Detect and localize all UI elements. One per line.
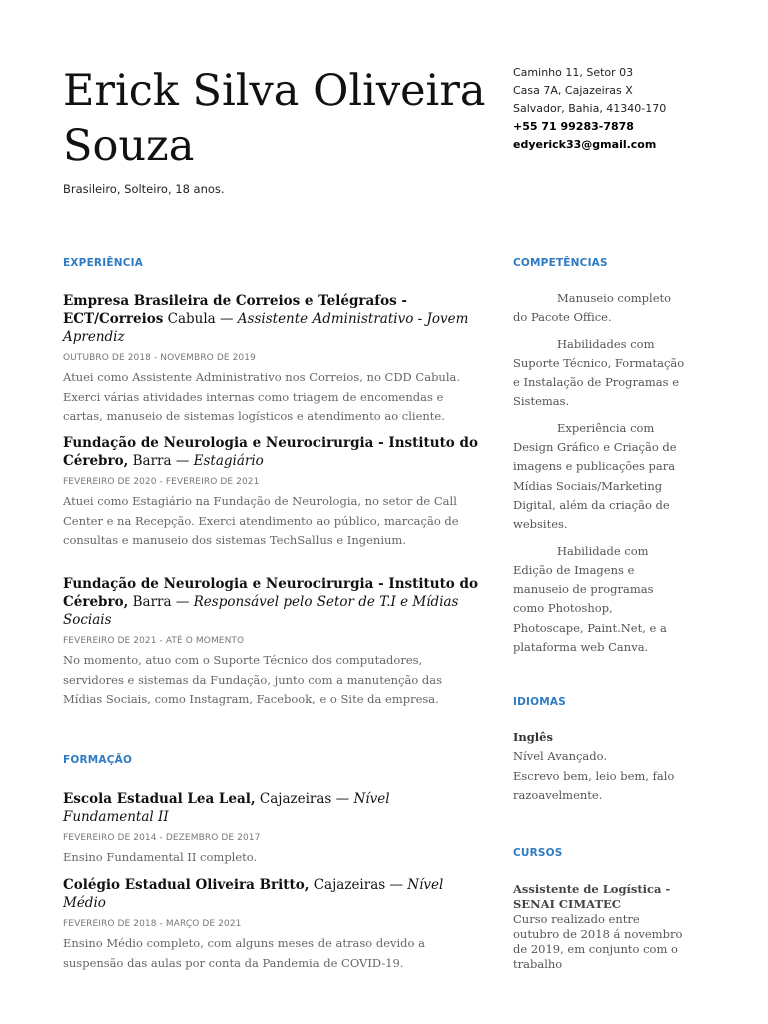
job-dates: FEVEREIRO DE 2021 - ATÉ O MOMENTO [63,636,245,646]
experience-item [63,575,483,710]
employer-location: Barra [132,594,172,610]
job-description: Atuei como Estagiário na Fundação de Neurologia, no setor de Call Center e na Recepção. Exerci atendimento ao público, marcação de consultas e manuseio dos sistemas TechSallus e Ingenium. [63,494,459,547]
job-dates: OUTUBRO DE 2018 - NOVEMBRO DE 2019 [63,353,256,363]
experience-heading: Fundação de Neurologia e Neurocirurgia - Instituto do Cérebro, Barra — Responsável pelo Setor de T.I e Mídias Sociais [63,576,478,628]
education-item [63,790,483,868]
language-description: Escrevo bem, leio bem, falo razoavelmente. [513,768,675,802]
experience-item [63,292,483,427]
education-dates: FEVEREIRO DE 2018 - MARÇO DE 2021 [63,919,242,929]
education-level: Nível Fundamental II [63,791,390,825]
job-dates: FEVEREIRO DE 2020 - FEVEREIRO DE 2021 [63,477,260,487]
candidate-name: Erick Silva Oliveira Souza [63,66,486,171]
experience-item [63,434,483,551]
education-heading: Colégio Estadual Oliveira Britto, Cajazeiras — Nível Médio [63,877,444,911]
skill-item: Habilidade com Edição de Imagens e manuseio de programas como Photoshop, Photoscape, Paint.Net, e a plataforma web Canva. [513,543,667,655]
school-location: Cajazeiras [313,877,386,893]
employer-location: Barra [132,453,172,469]
languages-section-title: IDIOMAS [513,696,566,708]
school-name: Escola Estadual Lea Leal, [63,791,256,807]
skill-item: Habilidades com Suporte Técnico, Formatação e Instalação de Programas e Sistemas. [513,336,685,409]
education-description: Ensino Fundamental II completo. [63,850,258,864]
school-name: Colégio Estadual Oliveira Britto, [63,877,310,893]
personal-info: Brasileiro, Solteiro, 18 anos. [63,182,225,196]
courses-section-title: CURSOS [513,847,563,859]
experience-heading: Fundação de Neurologia e Neurocirurgia - Instituto do Cérebro, Barra — Estagiário [63,435,478,469]
phone-number: +55 71 99283-7878 [513,120,634,133]
course-description: Curso realizado entre outubro de 2018 á novembro de 2019, em conjunto com o trabalho [513,912,683,971]
language-item [513,728,685,805]
language-level: Nível Avançado. [513,749,608,764]
job-role: Responsável pelo Setor de T.I e Mídias Sociais [63,594,459,628]
skills-list [513,289,685,664]
course-item [513,882,685,972]
skill-item: Experiência com Design Gráfico e Criação de imagens e publicações para Mídias Sociais/Marketing Digital, além da criação de websites. [513,420,677,532]
course-title: Assistente de Logística - SENAI CIMATEC [513,882,671,911]
job-role: Assistente Administrativo - Jovem Aprendiz [63,311,469,345]
address-line-2: Casa 7A, Cajazeiras X [513,84,633,97]
job-description: Atuei como Assistente Administrativo nos Correios, no CDD Cabula. Exerci várias atividades internas como triagem de encomendas e cartas, manuseio de sistemas logísticos e atendimento ao cliente. [63,370,461,423]
experience-section-title: EXPERIÊNCIA [63,257,144,269]
job-description: No momento, atuo com o Suporte Técnico dos computadores, servidores e sistemas da Fundação, junto com a manutenção das Mídias Sociais, como Instagram, Facebook, e o Site da empresa. [63,653,443,706]
employer-name: Fundação de Neurologia e Neurocirurgia - Instituto do Cérebro, [63,435,478,469]
education-level: Nível Médio [63,877,444,911]
language-name: Inglês [513,730,553,744]
job-role: Estagiário [193,453,264,469]
education-dates: FEVEREIRO DE 2014 - DEZEMBRO DE 2017 [63,833,261,843]
education-section-title: FORMAÇÃO [63,754,133,766]
education-description: Ensino Médio completo, com alguns meses de atraso devido a suspensão das aulas por conta da Pandemia de COVID-19. [63,936,425,970]
experience-heading: Empresa Brasileira de Correios e Telégrafos - ECT/Correios Cabula — Assistente Administrativo - Jovem Aprendiz [63,293,469,345]
employer-location: Cabula [167,311,216,327]
email-address: edyerick33@gmail.com [513,138,657,151]
education-item [63,876,483,973]
employer-name: Empresa Brasileira de Correios e Telégrafos - ECT/Correios [63,293,407,327]
school-location: Cajazeiras [259,791,332,807]
employer-name: Fundação de Neurologia e Neurocirurgia - Instituto do Cérebro, [63,576,478,610]
education-heading: Escola Estadual Lea Leal, Cajazeiras — Nível Fundamental II [63,791,390,825]
address-line-1: Caminho 11, Setor 03 [513,66,634,79]
skills-section-title: COMPETÊNCIAS [513,257,608,269]
address-line-3: Salvador, Bahia, 41340-170 [513,102,667,115]
contact-block [513,64,753,154]
skill-item: Manuseio completo do Pacote Office. [513,291,672,325]
